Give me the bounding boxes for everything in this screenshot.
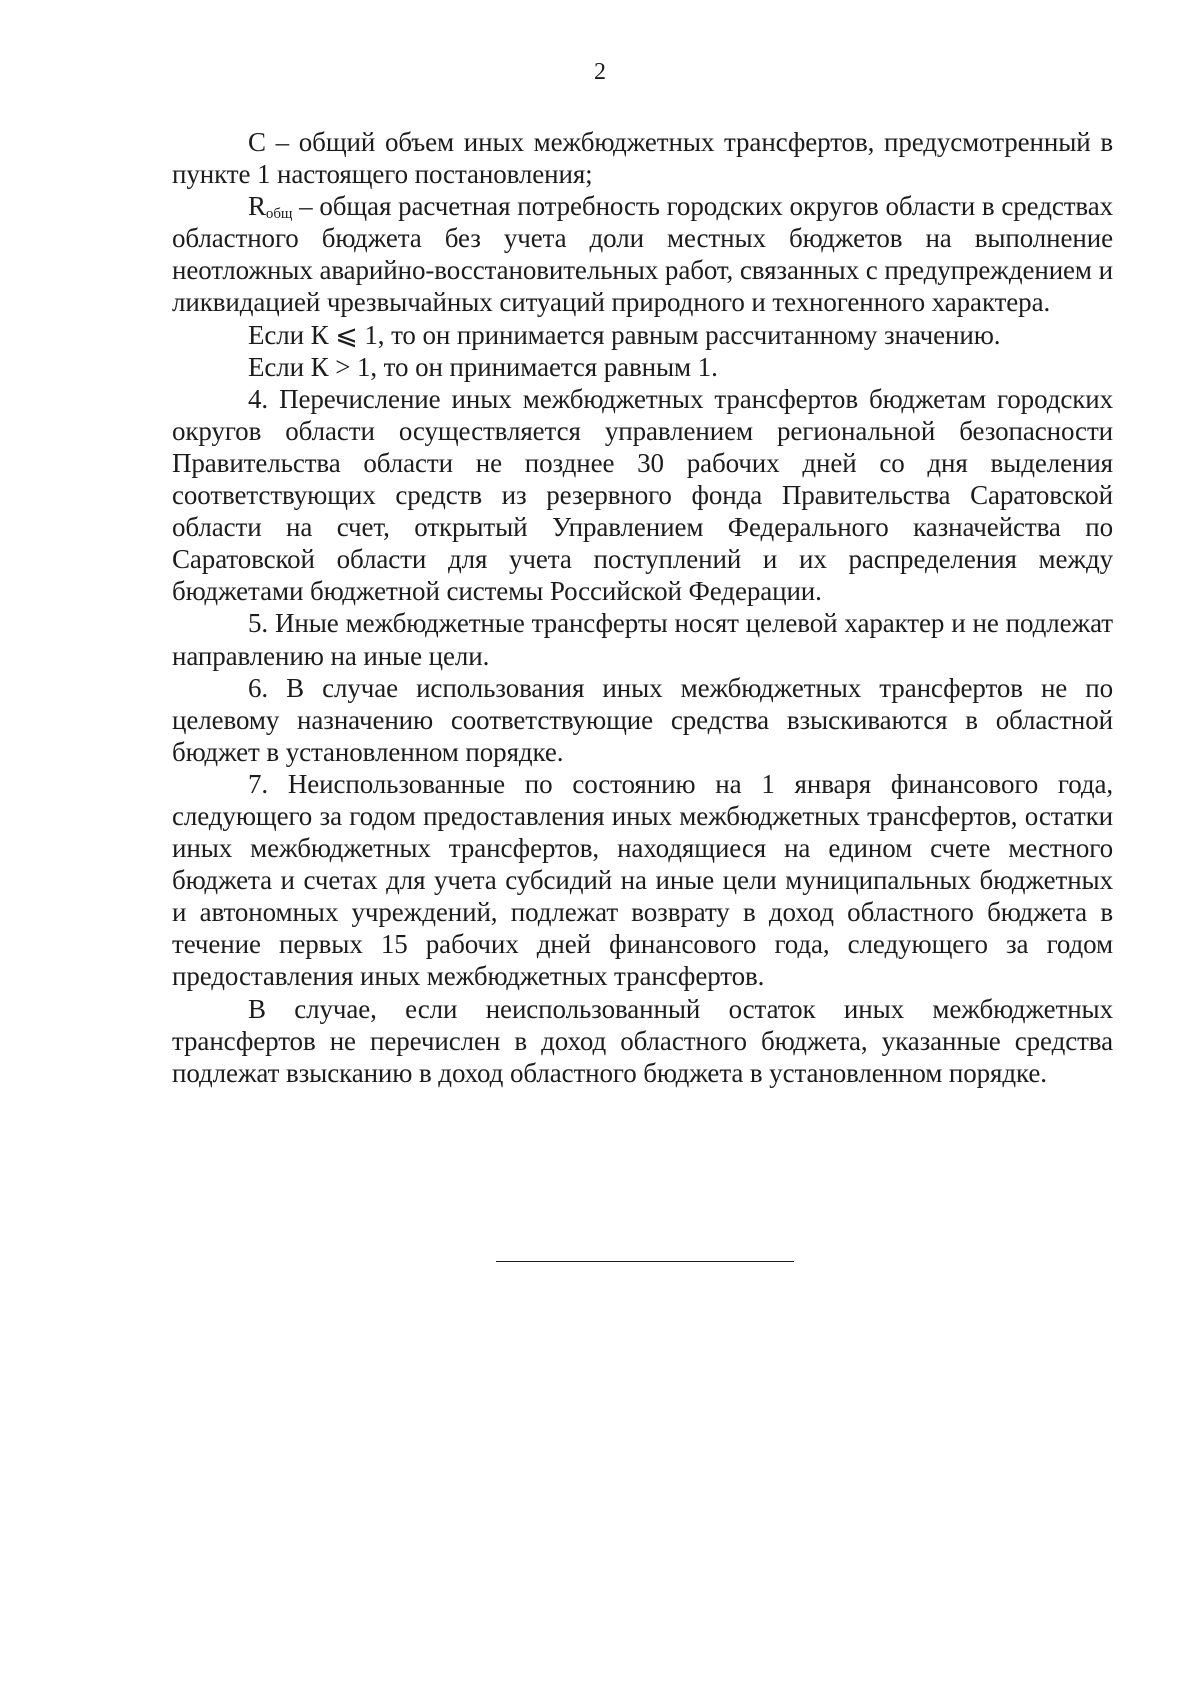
- paragraph-k-less-equal: Если К ⩽ 1, то он принимается равным рассчитанному значению.: [248, 319, 1001, 350]
- paragraph-r-definition: [172, 190, 1113, 318]
- paragraph-c-definition: С – общий объем иных межбюджетных трансфертов, предусмотренный в пункте 1 настоящего постановления;: [172, 127, 1113, 190]
- r-subscript: общ: [265, 206, 293, 223]
- page-number: 2: [594, 59, 606, 85]
- paragraph-k-greater: Если К > 1, то он принимается равным 1.: [248, 351, 718, 382]
- r-definition-text: – общая расчетная потребность городских округов области в средствах областного бюджета без учета доли местных бюджетов на выполнение неотложных аварийно-восстановительных работ, связанных с предупреждением и ликвидацией чрезвычайных ситуаций природного и техногенного характера.: [172, 191, 1113, 318]
- paragraph-item-4: 4. Перечисление иных межбюджетных трансфертов бюджетам городских округов области осуществляется управлением региональной безопасности Правительства области не позднее 30 рабочих дней со дня выделения соответствующих средств из резервного фонда Правительства Саратовской области на счет, открытый Управлением Федерального казначейства по Саратовской области для учета поступлений и их распределения между бюджетами бюджетной системы Российской Федерации.: [172, 383, 1113, 607]
- end-of-document-rule: [496, 1261, 794, 1262]
- paragraph-item-6: 6. В случае использования иных межбюджетных трансфертов не по целевому назначению соответствующие средства взыскиваются в областной бюджет в установленном порядке.: [172, 672, 1113, 767]
- document-body: [172, 126, 1113, 1089]
- r-symbol: R: [248, 191, 266, 222]
- paragraph-item-5: 5. Иные межбюджетные трансферты носят целевой характер и не подлежат направлению на иные цели.: [172, 608, 1113, 671]
- paragraph-item-7-continuation: В случае, если неиспользованный остаток иных межбюджетных трансфертов не перечислен в доход областного бюджета, указанные средства подлежат взысканию в доход областного бюджета в установленном порядке.: [172, 993, 1113, 1088]
- paragraph-item-7: 7. Неиспользованные по состоянию на 1 января финансового года, следующего за годом предоставления иных межбюджетных трансфертов, остатки иных межбюджетных трансфертов, находящиеся на едином счете местного бюджета и счетах для учета субсидий на иные цели муниципальных бюджетных и автономных учреждений, подлежат возврату в доход областного бюджета в течение первых 15 рабочих дней финансового года, следующего за годом предоставления иных межбюджетных трансфертов.: [172, 768, 1113, 992]
